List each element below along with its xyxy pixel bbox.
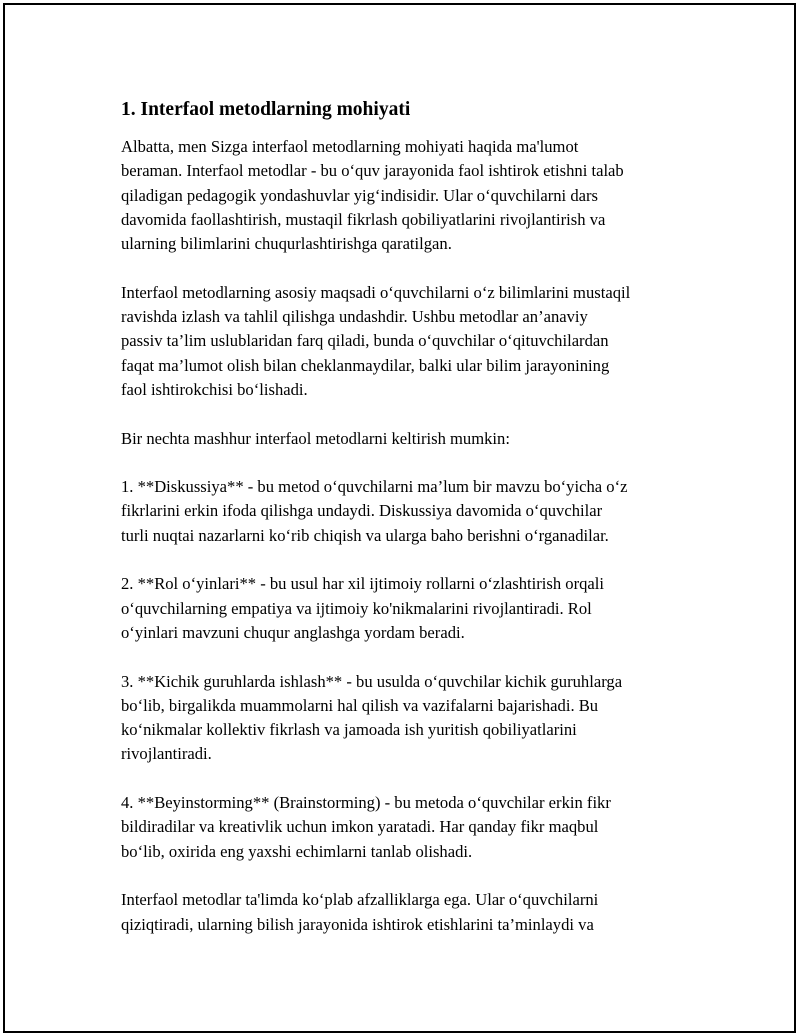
list-item-role-play [121,572,701,645]
text-line: o‘quvchilarning empatiya va ijtimoiy ko'nikmalarini rivojlantiradi. Rol [121,598,592,618]
text-line: Interfaol metodlarning asosiy maqsadi o‘quvchilarni o‘z bilimlarini mustaqil [121,282,631,302]
list-item-small-groups [121,670,701,767]
text-line: turli nuqtai nazarlarni ko‘rib chiqish va ularga baho berishni o‘rganadilar. [121,525,609,545]
text-line: 4. **Beyinstorming** (Brainstorming) - bu metoda o‘quvchilar erkin fikr [121,793,611,813]
text-line: bo‘lib, birgalikda muammolarni hal qilish va vazifalarni bajarishadi. Bu [121,695,599,715]
text-line: Bir nechta mashhur interfaol metodlarni keltirish mumkin: [121,428,510,448]
text-line: beraman. Interfaol metodlar - bu o‘quv jarayonida faol ishtirok etishni talab [121,161,624,181]
list-item-discussion [121,475,701,548]
text-line: qiladigan pedagogik yondashuvlar yig‘indisidir. Ular o‘quvchilarni dars [121,185,598,205]
text-line: bildiradilar va kreativlik uchun imkon yaratadi. Har qanday fikr maqbul [121,817,599,837]
document-body [121,98,701,961]
list-item-brainstorming [121,791,701,864]
paragraph-advantages [121,888,701,937]
page-frame [3,3,796,1033]
text-line: 1. **Diskussiya** - bu metod o‘quvchilarni ma’lum bir mavzu bo‘yicha o‘z [121,477,628,497]
paragraph-goal [121,281,701,402]
text-line: fikrlarini erkin ifoda qilishga undaydi. Diskussiya davomida o‘quvchilar [121,501,603,521]
text-line: Albatta, men Sizga interfaol metodlarning mohiyati haqida ma'lumot [121,137,579,156]
text-line: bo‘lib, oxirida eng yaxshi echimlarni tanlab olishadi. [121,841,473,861]
text-line: o‘yinlari mavzuni chuqur anglashga yordam beradi. [121,622,465,642]
text-line: passiv ta’lim uslublaridan farq qiladi, bunda o‘quvchilar o‘qituvchilardan [121,331,609,351]
text-line: faol ishtirokchisi bo‘lishadi. [121,379,308,399]
paragraph-intro [121,135,701,256]
section-heading: 1. Interfaol metodlarning mohiyati [121,99,411,120]
text-line: davomida faollashtirish, mustaqil fikrlash qobiliyatlarini rivojlantirish va [121,209,606,229]
paragraph-list-intro [121,427,701,451]
text-line: Interfaol metodlar ta'limda ko‘plab afzalliklarga ega. Ular o‘quvchilarni [121,890,599,910]
text-line: 3. **Kichik guruhlarda ishlash** - bu usulda o‘quvchilar kichik guruhlarga [121,671,623,691]
text-line: ularning bilimlarini chuqurlashtirishga qaratilgan. [121,234,452,254]
text-line: ko‘nikmalar kollektiv fikrlash va jamoada ish yuritish qobiliyatlarini [121,720,577,740]
text-line: qiziqtiradi, ularning bilish jarayonida ishtirok etishlarini ta’minlaydi va [121,914,594,934]
text-line: ravishda izlash va tahlil qilishga undashdir. Ushbu metodlar an’anaviy [121,307,588,327]
text-line: faqat ma’lumot olish bilan cheklanmaydilar, balki ular bilim jarayonining [121,355,610,375]
text-line: 2. **Rol o‘yinlari** - bu usul har xil ijtimoiy rollarni o‘zlashtirish orqali [121,574,604,594]
text-line: rivojlantiradi. [121,744,212,764]
